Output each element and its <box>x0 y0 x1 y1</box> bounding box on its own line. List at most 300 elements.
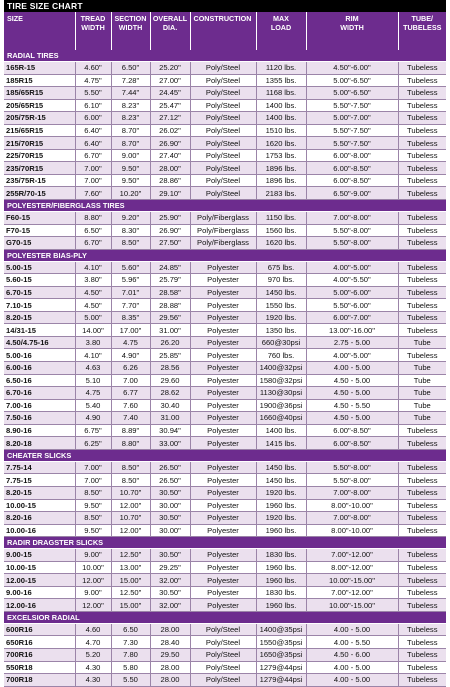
cell-tube-type: Tubeless <box>398 99 446 112</box>
cell-section-width: 7.00 <box>111 374 150 387</box>
cell-construction: Polyester <box>190 286 256 299</box>
cell-section-width: 12.00" <box>111 524 150 537</box>
cell-size: 5.60-15 <box>4 274 75 287</box>
cell-overall-dia: 26.02" <box>150 124 190 137</box>
cell-construction: Polyester <box>190 437 256 450</box>
table-row <box>4 74 446 87</box>
cell-tread-width: 6.40" <box>75 137 111 150</box>
cell-rim-width: 6.50"-9.00" <box>306 187 398 200</box>
cell-rim-width: 4.00 - 5.00 <box>306 661 398 674</box>
cell-size: 5.00-16 <box>4 349 75 362</box>
cell-tube-type: Tubeless <box>398 162 446 175</box>
cell-max-load: 1830 lbs. <box>256 586 306 599</box>
cell-overall-dia: 29.60 <box>150 374 190 387</box>
cell-max-load: 1130@30psi <box>256 387 306 400</box>
table-row <box>4 474 446 487</box>
cell-section-width: 4.90" <box>111 349 150 362</box>
table-row <box>4 512 446 525</box>
cell-overall-dia: 32.00" <box>150 599 190 612</box>
cell-construction: Poly/Steel <box>190 137 256 150</box>
cell-rim-width: 6.00"-8.50" <box>306 174 398 187</box>
cell-rim-width: 5.00"-6.00" <box>306 286 398 299</box>
cell-construction: Polyester <box>190 461 256 474</box>
cell-rim-width: 4.50 - 5.00 <box>306 374 398 387</box>
cell-size: 10.00-15 <box>4 499 75 512</box>
cell-tube-type: Tubeless <box>398 549 446 562</box>
cell-construction: Poly/Steel <box>190 636 256 649</box>
section-title: CHEATER SLICKS <box>4 449 446 461</box>
cell-section-width: 8.23" <box>111 112 150 125</box>
cell-size: 10.00-16 <box>4 524 75 537</box>
table-row <box>4 399 446 412</box>
cell-construction: Polyester <box>190 387 256 400</box>
cell-size: 8.20-15 <box>4 311 75 324</box>
cell-tube-type: Tubeless <box>398 486 446 499</box>
cell-tread-width: 5.10 <box>75 374 111 387</box>
cell-size: 205/65R15 <box>4 99 75 112</box>
cell-tread-width: 6.70" <box>75 149 111 162</box>
cell-max-load: 1896 lbs. <box>256 174 306 187</box>
cell-section-width: 8.70" <box>111 137 150 150</box>
cell-rim-width: 8.00"-10.00" <box>306 499 398 512</box>
cell-size: 235/75R-15 <box>4 174 75 187</box>
cell-tube-type: Tubeless <box>398 623 446 636</box>
header-construction: CONSTRUCTION <box>190 12 256 50</box>
cell-max-load: 1450 lbs. <box>256 286 306 299</box>
table-row <box>4 424 446 437</box>
cell-overall-dia: 29.50 <box>150 648 190 661</box>
cell-tube-type: Tubeless <box>398 574 446 587</box>
cell-section-width: 10.70" <box>111 486 150 499</box>
cell-overall-dia: 28.62 <box>150 387 190 400</box>
cell-overall-dia: 28.40 <box>150 636 190 649</box>
cell-tread-width: 7.00" <box>75 162 111 175</box>
cell-max-load: 1168 lbs. <box>256 87 306 100</box>
cell-overall-dia: 28.88" <box>150 299 190 312</box>
cell-construction: Poly/Steel <box>190 648 256 661</box>
cell-overall-dia: 24.85" <box>150 261 190 274</box>
cell-size: 600R16 <box>4 623 75 636</box>
table-row <box>4 286 446 299</box>
cell-tread-width: 4.63 <box>75 362 111 375</box>
header-tread-width: TREAD WIDTH <box>75 12 111 50</box>
cell-tube-type: Tubeless <box>398 461 446 474</box>
cell-construction: Polyester <box>190 474 256 487</box>
cell-rim-width: 4.50 - 6.00 <box>306 648 398 661</box>
table-row <box>4 461 446 474</box>
cell-size: 12.00-15 <box>4 574 75 587</box>
cell-section-width: 5.50 <box>111 674 150 687</box>
chart-title: TIRE SIZE CHART <box>4 0 446 12</box>
cell-overall-dia: 27.40" <box>150 149 190 162</box>
cell-overall-dia: 28.00" <box>150 162 190 175</box>
cell-construction: Poly/Steel <box>190 99 256 112</box>
cell-rim-width: 2.75 - 5.00 <box>306 336 398 349</box>
cell-section-width: 8.89" <box>111 424 150 437</box>
cell-tread-width: 4.10" <box>75 261 111 274</box>
cell-max-load: 1753 lbs. <box>256 149 306 162</box>
cell-construction: Poly/Steel <box>190 661 256 674</box>
cell-section-width: 15.00" <box>111 574 150 587</box>
cell-tube-type: Tubeless <box>398 286 446 299</box>
cell-overall-dia: 27.12" <box>150 112 190 125</box>
cell-max-load: 1650@35psi <box>256 648 306 661</box>
cell-max-load: 1830 lbs. <box>256 549 306 562</box>
cell-rim-width: 7.00"-8.00" <box>306 512 398 525</box>
cell-max-load: 1900@36psi <box>256 399 306 412</box>
cell-construction: Polyester <box>190 512 256 525</box>
cell-max-load: 1896 lbs. <box>256 162 306 175</box>
table-row <box>4 499 446 512</box>
cell-overall-dia: 31.00" <box>150 324 190 337</box>
cell-max-load: 1550@35psi <box>256 636 306 649</box>
cell-section-width: 7.70" <box>111 299 150 312</box>
cell-size: 235/70R15 <box>4 162 75 175</box>
cell-tube-type: Tubeless <box>398 174 446 187</box>
cell-overall-dia: 26.90" <box>150 224 190 237</box>
cell-section-width: 6.77 <box>111 387 150 400</box>
table-row <box>4 586 446 599</box>
cell-max-load: 1620 lbs. <box>256 137 306 150</box>
cell-tube-type: Tubeless <box>398 324 446 337</box>
cell-rim-width: 4.00 - 5.00 <box>306 623 398 636</box>
cell-section-width: 9.20" <box>111 212 150 225</box>
cell-size: 7.75-15 <box>4 474 75 487</box>
cell-max-load: 675 lbs. <box>256 261 306 274</box>
cell-tread-width: 5.00" <box>75 311 111 324</box>
cell-overall-dia: 25.90" <box>150 212 190 225</box>
cell-max-load: 1960 lbs. <box>256 499 306 512</box>
cell-max-load: 1960 lbs. <box>256 524 306 537</box>
table-row <box>4 87 446 100</box>
cell-max-load: 1400@32psi <box>256 362 306 375</box>
cell-max-load: 1400 lbs. <box>256 112 306 125</box>
cell-rim-width: 5.50"-7.50" <box>306 137 398 150</box>
cell-section-width: 12.00" <box>111 499 150 512</box>
table-row <box>4 561 446 574</box>
table-row <box>4 661 446 674</box>
cell-rim-width: 5.50"-8.00" <box>306 237 398 250</box>
cell-construction: Polyester <box>190 412 256 425</box>
cell-overall-dia: 26.20 <box>150 336 190 349</box>
cell-tube-type: Tubeless <box>398 349 446 362</box>
cell-rim-width: 5.50"-7.50" <box>306 99 398 112</box>
cell-construction: Poly/Steel <box>190 149 256 162</box>
cell-tube-type: Tubeless <box>398 599 446 612</box>
cell-rim-width: 4.00"-5.00" <box>306 261 398 274</box>
cell-rim-width: 7.00"-12.00" <box>306 549 398 562</box>
cell-size: 700R16 <box>4 648 75 661</box>
section-header <box>4 200 446 212</box>
cell-rim-width: 13.00"-16.00" <box>306 324 398 337</box>
cell-overall-dia: 30.00" <box>150 499 190 512</box>
cell-tread-width: 7.00" <box>75 174 111 187</box>
cell-rim-width: 4.50"-6.00" <box>306 62 398 75</box>
cell-overall-dia: 30.50" <box>150 512 190 525</box>
cell-section-width: 15.00" <box>111 599 150 612</box>
header-size: SIZE <box>4 12 75 50</box>
table-row <box>4 412 446 425</box>
cell-tube-type: Tubeless <box>398 661 446 674</box>
cell-size: F60-15 <box>4 212 75 225</box>
cell-tube-type: Tubeless <box>398 112 446 125</box>
cell-section-width: 13.00" <box>111 561 150 574</box>
table-row <box>4 486 446 499</box>
cell-max-load: 1580@32psi <box>256 374 306 387</box>
cell-tread-width: 4.70 <box>75 636 111 649</box>
cell-overall-dia: 24.45" <box>150 87 190 100</box>
cell-tube-type: Tubeless <box>398 87 446 100</box>
cell-construction: Polyester <box>190 586 256 599</box>
cell-construction: Poly/Steel <box>190 162 256 175</box>
cell-tread-width: 6.50" <box>75 224 111 237</box>
cell-tube-type: Tubeless <box>398 636 446 649</box>
cell-overall-dia: 25.79" <box>150 274 190 287</box>
cell-rim-width: 4.50 - 5.50 <box>306 399 398 412</box>
cell-size: 215/70R15 <box>4 137 75 150</box>
cell-tread-width: 9.50" <box>75 524 111 537</box>
cell-tread-width: 4.75" <box>75 74 111 87</box>
cell-tread-width: 8.50" <box>75 512 111 525</box>
cell-section-width: 8.35" <box>111 311 150 324</box>
cell-section-width: 8.70" <box>111 124 150 137</box>
cell-section-width: 9.00" <box>111 149 150 162</box>
cell-rim-width: 8.00"-10.00" <box>306 524 398 537</box>
cell-size: 225/70R15 <box>4 149 75 162</box>
header-row <box>4 12 446 50</box>
cell-construction: Polyester <box>190 362 256 375</box>
cell-section-width: 17.00" <box>111 324 150 337</box>
cell-tread-width: 12.00" <box>75 599 111 612</box>
cell-tube-type: Tubeless <box>398 261 446 274</box>
table-row <box>4 149 446 162</box>
table-row <box>4 549 446 562</box>
cell-tread-width: 7.00" <box>75 474 111 487</box>
cell-tread-width: 4.30 <box>75 674 111 687</box>
cell-section-width: 12.50" <box>111 549 150 562</box>
cell-size: 9.00-16 <box>4 586 75 599</box>
cell-max-load: 970 lbs. <box>256 274 306 287</box>
cell-rim-width: 4.00"-5.50" <box>306 274 398 287</box>
cell-overall-dia: 26.50" <box>150 474 190 487</box>
cell-section-width: 10.20" <box>111 187 150 200</box>
table-row <box>4 99 446 112</box>
table-row <box>4 174 446 187</box>
cell-rim-width: 7.00"-8.00" <box>306 212 398 225</box>
cell-overall-dia: 25.47" <box>150 99 190 112</box>
cell-size: 185R15 <box>4 74 75 87</box>
table-row <box>4 336 446 349</box>
cell-tread-width: 4.60" <box>75 62 111 75</box>
cell-section-width: 10.70" <box>111 512 150 525</box>
cell-size: 650R16 <box>4 636 75 649</box>
cell-tube-type: Tubeless <box>398 437 446 450</box>
cell-max-load: 1920 lbs. <box>256 486 306 499</box>
cell-tube-type: Tubeless <box>398 561 446 574</box>
cell-tube-type: Tubeless <box>398 74 446 87</box>
table-row <box>4 437 446 450</box>
cell-tube-type: Tubeless <box>398 674 446 687</box>
cell-rim-width: 8.00"-12.00" <box>306 561 398 574</box>
cell-tread-width: 4.90 <box>75 412 111 425</box>
cell-tube-type: Tubeless <box>398 524 446 537</box>
cell-size: 8.20-16 <box>4 512 75 525</box>
cell-tube-type: Tube <box>398 374 446 387</box>
cell-construction: Polyester <box>190 374 256 387</box>
header-rim-width: RIM WIDTH <box>306 12 398 50</box>
table-row <box>4 261 446 274</box>
cell-rim-width: 4.00 - 5.50 <box>306 636 398 649</box>
table-row <box>4 623 446 636</box>
cell-size: 205/75R-15 <box>4 112 75 125</box>
section-header <box>4 611 446 623</box>
cell-overall-dia: 27.00" <box>150 74 190 87</box>
cell-max-load: 1960 lbs. <box>256 599 306 612</box>
cell-size: 185/65R15 <box>4 87 75 100</box>
section-title: RADIR DRAGSTER SLICKS <box>4 537 446 549</box>
cell-max-load: 1920 lbs. <box>256 512 306 525</box>
cell-rim-width: 5.50"-7.50" <box>306 124 398 137</box>
cell-rim-width: 4.00"-5.00" <box>306 349 398 362</box>
cell-max-load: 1550 lbs. <box>256 299 306 312</box>
table-row <box>4 112 446 125</box>
section-header <box>4 249 446 261</box>
table-row <box>4 311 446 324</box>
cell-construction: Poly/Steel <box>190 623 256 636</box>
cell-tube-type: Tubeless <box>398 237 446 250</box>
table-row <box>4 62 446 75</box>
cell-overall-dia: 28.56 <box>150 362 190 375</box>
cell-section-width: 8.80" <box>111 437 150 450</box>
cell-max-load: 1510 lbs. <box>256 124 306 137</box>
cell-size: 8.20-18 <box>4 437 75 450</box>
cell-section-width: 7.30 <box>111 636 150 649</box>
cell-construction: Poly/Steel <box>190 112 256 125</box>
cell-tube-type: Tube <box>398 336 446 349</box>
table-row <box>4 299 446 312</box>
tire-size-table <box>4 12 446 687</box>
cell-tube-type: Tube <box>398 412 446 425</box>
cell-size: 10.00-15 <box>4 561 75 574</box>
cell-tube-type: Tubeless <box>398 474 446 487</box>
cell-size: 4.50/4.75-16 <box>4 336 75 349</box>
cell-rim-width: 4.50 - 5.00 <box>306 412 398 425</box>
cell-tread-width: 5.20 <box>75 648 111 661</box>
cell-overall-dia: 28.86" <box>150 174 190 187</box>
cell-overall-dia: 25.85" <box>150 349 190 362</box>
cell-tread-width: 4.60 <box>75 623 111 636</box>
table-row <box>4 599 446 612</box>
cell-overall-dia: 26.90" <box>150 137 190 150</box>
header-section-width: SECTION WIDTH <box>111 12 150 50</box>
cell-overall-dia: 29.56" <box>150 311 190 324</box>
cell-size: 12.00-16 <box>4 599 75 612</box>
cell-tube-type: Tubeless <box>398 187 446 200</box>
table-row <box>4 237 446 250</box>
cell-tube-type: Tubeless <box>398 648 446 661</box>
cell-tread-width: 4.30 <box>75 661 111 674</box>
cell-size: 550R18 <box>4 661 75 674</box>
cell-construction: Poly/Steel <box>190 74 256 87</box>
cell-section-width: 5.60" <box>111 261 150 274</box>
cell-overall-dia: 26.50" <box>150 461 190 474</box>
table-row <box>4 212 446 225</box>
cell-section-width: 7.60 <box>111 399 150 412</box>
cell-tube-type: Tubeless <box>398 499 446 512</box>
cell-max-load: 1560 lbs. <box>256 224 306 237</box>
cell-overall-dia: 28.58" <box>150 286 190 299</box>
cell-tube-type: Tubeless <box>398 224 446 237</box>
cell-construction: Polyester <box>190 299 256 312</box>
cell-rim-width: 7.00"-12.00" <box>306 586 398 599</box>
cell-construction: Poly/Steel <box>190 124 256 137</box>
cell-rim-width: 10.00"-15.00" <box>306 599 398 612</box>
cell-size: 8.90-16 <box>4 424 75 437</box>
cell-tread-width: 6.75" <box>75 424 111 437</box>
cell-section-width: 8.23" <box>111 99 150 112</box>
cell-tube-type: Tubeless <box>398 512 446 525</box>
cell-rim-width: 5.50"-6.00" <box>306 299 398 312</box>
cell-size: 6.70-16 <box>4 387 75 400</box>
cell-tread-width: 4.50" <box>75 286 111 299</box>
cell-overall-dia: 31.00 <box>150 412 190 425</box>
cell-construction: Polyester <box>190 499 256 512</box>
cell-construction: Polyester <box>190 424 256 437</box>
cell-rim-width: 4.50 - 5.00 <box>306 387 398 400</box>
cell-tread-width: 9.00" <box>75 586 111 599</box>
cell-construction: Poly/Steel <box>190 62 256 75</box>
cell-size: 7.75-14 <box>4 461 75 474</box>
cell-tread-width: 6.10" <box>75 99 111 112</box>
cell-tube-type: Tube <box>398 399 446 412</box>
cell-section-width: 8.30" <box>111 224 150 237</box>
section-header <box>4 50 446 62</box>
table-row <box>4 274 446 287</box>
cell-tread-width: 3.80 <box>75 336 111 349</box>
cell-rim-width: 10.00"-15.00" <box>306 574 398 587</box>
cell-max-load: 1620 lbs. <box>256 237 306 250</box>
cell-tube-type: Tubeless <box>398 424 446 437</box>
cell-tread-width: 7.60" <box>75 187 111 200</box>
cell-size: 5.00-15 <box>4 261 75 274</box>
cell-size: F70-15 <box>4 224 75 237</box>
section-title: POLYESTER/FIBERGLASS TIRES <box>4 200 446 212</box>
cell-construction: Polyester <box>190 599 256 612</box>
header-tube-tubeless: TUBE/ TUBELESS <box>398 12 446 50</box>
cell-size: 8.20-15 <box>4 486 75 499</box>
cell-tread-width: 10.00" <box>75 561 111 574</box>
cell-max-load: 1960 lbs. <box>256 574 306 587</box>
cell-section-width: 6.26 <box>111 362 150 375</box>
cell-tread-width: 5.40 <box>75 399 111 412</box>
section-title: EXCELSIOR RADIAL <box>4 611 446 623</box>
cell-overall-dia: 29.10" <box>150 187 190 200</box>
table-row <box>4 374 446 387</box>
cell-size: 7.00-16 <box>4 399 75 412</box>
cell-max-load: 1960 lbs. <box>256 561 306 574</box>
cell-rim-width: 5.00"-6.50" <box>306 87 398 100</box>
cell-construction: Poly/Fiberglass <box>190 224 256 237</box>
cell-section-width: 5.96" <box>111 274 150 287</box>
section-title: RADIAL TIRES <box>4 50 446 62</box>
cell-rim-width: 5.50"-8.00" <box>306 474 398 487</box>
cell-construction: Polyester <box>190 311 256 324</box>
cell-size: 9.00-15 <box>4 549 75 562</box>
cell-overall-dia: 33.00" <box>150 437 190 450</box>
cell-overall-dia: 28.00 <box>150 674 190 687</box>
cell-tube-type: Tubeless <box>398 311 446 324</box>
cell-overall-dia: 30.50" <box>150 486 190 499</box>
